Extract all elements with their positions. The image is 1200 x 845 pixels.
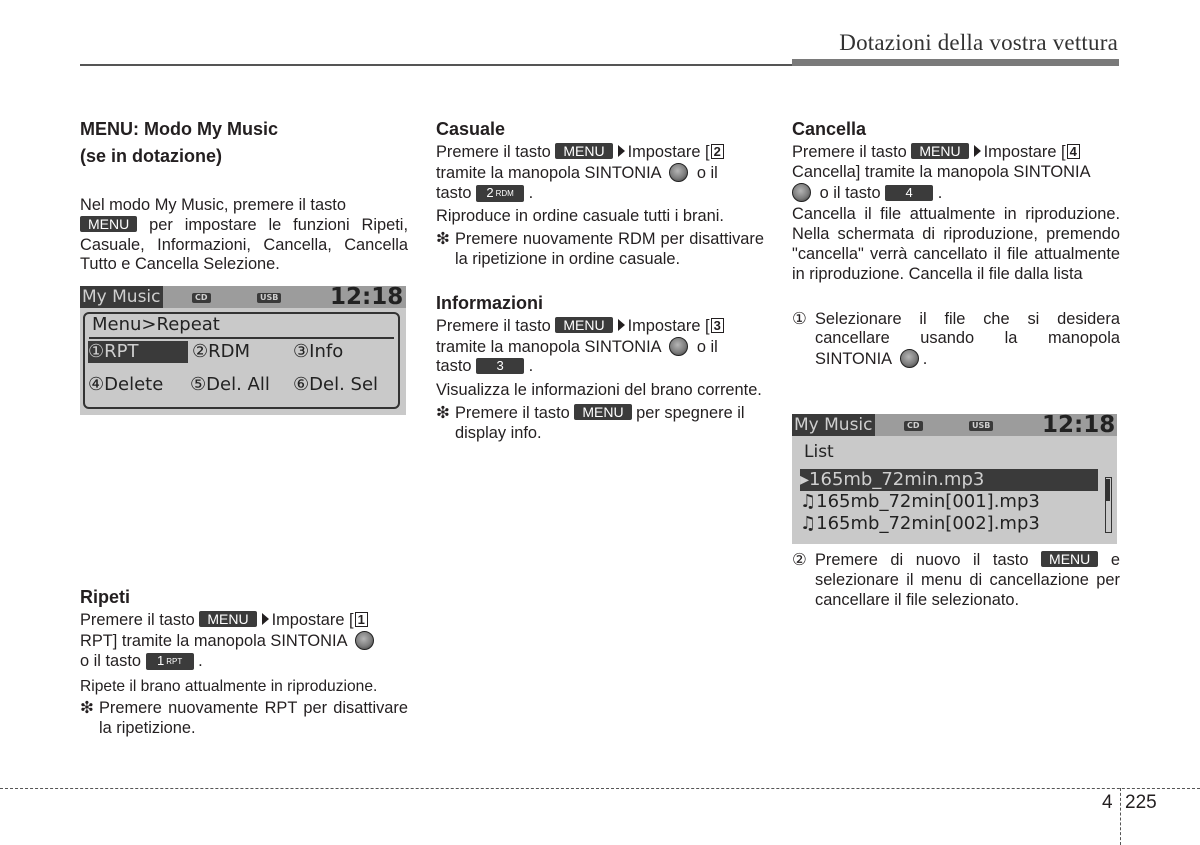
menu-option-rpt: ①RPT bbox=[88, 341, 188, 363]
menu-key: MENU bbox=[199, 611, 256, 627]
info-text-b: Impostare [ bbox=[627, 316, 710, 335]
column-1 bbox=[80, 116, 408, 739]
footer-rule bbox=[0, 788, 1200, 789]
cancella-instructions: Premere il tasto MENU Impostare [ 4 Cancella] tramite la manopola SINTONIA o il tasto 4 . bbox=[792, 143, 1091, 202]
menu-key: MENU bbox=[80, 216, 137, 232]
list-scrollbar bbox=[1102, 471, 1113, 537]
step-2 bbox=[792, 551, 1120, 610]
menu-option-delete-selection: ⑥Del. Sel bbox=[293, 374, 379, 395]
ripeti-text-a: Premere il tasto bbox=[80, 611, 195, 630]
heading-casuale: Casuale bbox=[436, 119, 506, 139]
casuale-text-a: Premere il tasto bbox=[436, 143, 551, 161]
heading-ripeti: Ripeti bbox=[80, 587, 131, 608]
arrow-right-icon bbox=[262, 613, 269, 625]
step-1-marker: ① bbox=[792, 309, 807, 328]
usb-badge: USB bbox=[257, 293, 281, 303]
menu-key: MENU bbox=[1041, 551, 1098, 567]
footer-divider bbox=[1120, 788, 1121, 845]
info-text-a: Premere il tasto bbox=[436, 316, 551, 335]
intro-text-a: Nel modo My Music, premere il tasto bbox=[80, 196, 346, 214]
header-rule bbox=[80, 64, 792, 66]
note-icon: ❇ bbox=[436, 403, 450, 422]
info-key: 3 bbox=[476, 358, 524, 374]
usb-badge: USB bbox=[969, 421, 993, 431]
ripeti-text-c: RPT] tramite la manopola SINTONIA bbox=[80, 631, 347, 650]
tune-knob-icon bbox=[669, 163, 688, 182]
number-box-1: 1 bbox=[355, 612, 368, 627]
info-text-e: tasto bbox=[436, 357, 472, 376]
note-icon: ❇ bbox=[80, 699, 94, 718]
step-2-text-b: e selezionare il menu di cancellazione per cancellare il file selezionato. bbox=[815, 550, 1120, 609]
list-item: ♫165mb_72min[001].mp3 bbox=[800, 491, 1040, 512]
heading-cancella: Cancella bbox=[792, 119, 867, 139]
menu-key: MENU bbox=[555, 143, 612, 159]
casuale-text-b: Impostare [ bbox=[627, 143, 710, 161]
display-screen-list bbox=[792, 414, 1117, 544]
cancella-text-c: Cancella] tramite la manopola SINTONIA bbox=[792, 162, 1091, 181]
menu-option-rdm: ②RDM bbox=[192, 341, 251, 362]
casuale-text-c: tramite la manopola SINTONIA bbox=[436, 163, 661, 182]
menu-header: Menu>Repeat bbox=[92, 314, 220, 335]
step-1: ① Selezionare il file che si desidera cancellare usando la manopola SINTONIA . bbox=[792, 309, 1120, 369]
scrollbar-thumb bbox=[1106, 479, 1110, 501]
intro-paragraph bbox=[80, 196, 408, 275]
header-bar bbox=[792, 59, 1119, 66]
cd-badge: CD bbox=[904, 421, 923, 431]
info-note bbox=[436, 404, 764, 444]
display-clock: 12:18 bbox=[1042, 414, 1116, 438]
page-header-title: Dotazioni della vostra vettura bbox=[839, 30, 1118, 55]
section-heading-menu: MENU: Modo My Music bbox=[80, 119, 278, 139]
display-app-title: My Music bbox=[82, 287, 161, 307]
tune-knob-icon bbox=[355, 631, 374, 650]
menu-key: MENU bbox=[555, 317, 612, 333]
info-text-d: o il bbox=[696, 337, 718, 356]
menu-option-info: ③Info bbox=[293, 341, 344, 362]
menu-key: MENU bbox=[911, 143, 968, 159]
tune-knob-icon bbox=[792, 183, 811, 202]
section-number: 4 bbox=[1102, 792, 1113, 813]
column-2 bbox=[436, 116, 764, 444]
casuale-text-d: o il bbox=[696, 163, 718, 182]
casuale-text-e: tasto bbox=[436, 183, 472, 202]
number-box-4: 4 bbox=[1067, 144, 1080, 159]
casuale-note-text: Premere nuovamente RDM per disattivare la ripetizione in ordine casuale. bbox=[455, 230, 764, 268]
cancella-text-b: Impostare [ bbox=[983, 143, 1066, 161]
list-item-selected: ▸165mb_72min.mp3 bbox=[800, 469, 1098, 491]
tune-knob-icon bbox=[900, 349, 919, 368]
arrow-right-icon bbox=[618, 145, 625, 157]
delete-key: 4 bbox=[885, 185, 933, 201]
info-instructions: Premere il tasto MENU Impostare [ 3 tramite la manopola SINTONIA o il tasto 3 . bbox=[436, 317, 764, 377]
menu-divider bbox=[89, 337, 394, 339]
step-2-marker: ② bbox=[792, 550, 807, 569]
heading-informazioni: Informazioni bbox=[436, 292, 543, 313]
step-2-text-a: Premere di nuovo il tasto bbox=[815, 550, 1029, 569]
note-icon: ❇ bbox=[436, 230, 450, 249]
info-description: Visualizza le informazioni del brano corrente. bbox=[436, 381, 762, 400]
menu-option-delete-all: ⑤Del. All bbox=[190, 374, 270, 395]
step-1-text: Selezionare il file che si desidera cancellare usando la manopola SINTONIA bbox=[815, 309, 1120, 369]
cancella-text-a: Premere il tasto bbox=[792, 143, 907, 161]
ripeti-note-text: Premere nuovamente RPT per disattivare la ripetizione. bbox=[99, 699, 408, 738]
number-box-3: 3 bbox=[711, 318, 724, 333]
list-header: List bbox=[804, 442, 834, 462]
info-note-text: Premere il tasto MENU per spegnere il display info. bbox=[455, 403, 745, 442]
casuale-instructions: Premere il tasto MENU Impostare [ 2 tramite la manopola SINTONIA o il tasto 2 RDM . bbox=[436, 143, 764, 203]
ripeti-note bbox=[80, 699, 408, 739]
arrow-right-icon bbox=[974, 145, 981, 157]
tune-knob-icon bbox=[669, 337, 688, 356]
ripeti-text-b: Impostare [ bbox=[271, 611, 354, 630]
cd-badge: CD bbox=[192, 293, 211, 303]
casuale-note bbox=[436, 230, 764, 270]
number-box-2: 2 bbox=[711, 144, 724, 159]
menu-option-delete: ④Delete bbox=[88, 374, 164, 395]
cancella-text-d: o il tasto bbox=[819, 183, 881, 202]
casuale-description: Riproduce in ordine casuale tutti i brani. bbox=[436, 207, 724, 226]
ripeti-text-d: o il tasto bbox=[80, 651, 142, 670]
rpt-key: 1 RPT bbox=[146, 653, 194, 670]
display-app-title: My Music bbox=[794, 415, 873, 435]
section-subheading: (se in dotazione) bbox=[80, 146, 223, 166]
menu-key: MENU bbox=[574, 404, 631, 420]
list-item: ♫165mb_72min[002].mp3 bbox=[800, 513, 1040, 534]
arrow-right-icon bbox=[618, 319, 625, 331]
display-screen-menu bbox=[80, 286, 406, 415]
intro-text-b: per impostare le funzioni Ripeti, Casuale, Informazioni, Cancella, Cancella Tutto e Cancella Selezione. bbox=[80, 215, 408, 274]
display-clock: 12:18 bbox=[330, 286, 404, 310]
ripeti-description: Ripete il brano attualmente in riproduzione. bbox=[80, 677, 378, 695]
info-text-c: tramite la manopola SINTONIA bbox=[436, 337, 661, 356]
ripeti-instructions: Premere il tasto MENU Impostare [ 1 RPT] tramite la manopola SINTONIA o il tasto 1 RPT . bbox=[80, 611, 408, 671]
rdm-key: 2 RDM bbox=[476, 185, 524, 202]
page-number: 225 bbox=[1125, 792, 1157, 813]
cancella-description: Cancella il file attualmente in riproduzione. Nella schermata di riproduzione, premendo "cancella" verrà cancellato il file attualmente in riproduzione. Cancella il file dalla lista bbox=[792, 205, 1120, 283]
